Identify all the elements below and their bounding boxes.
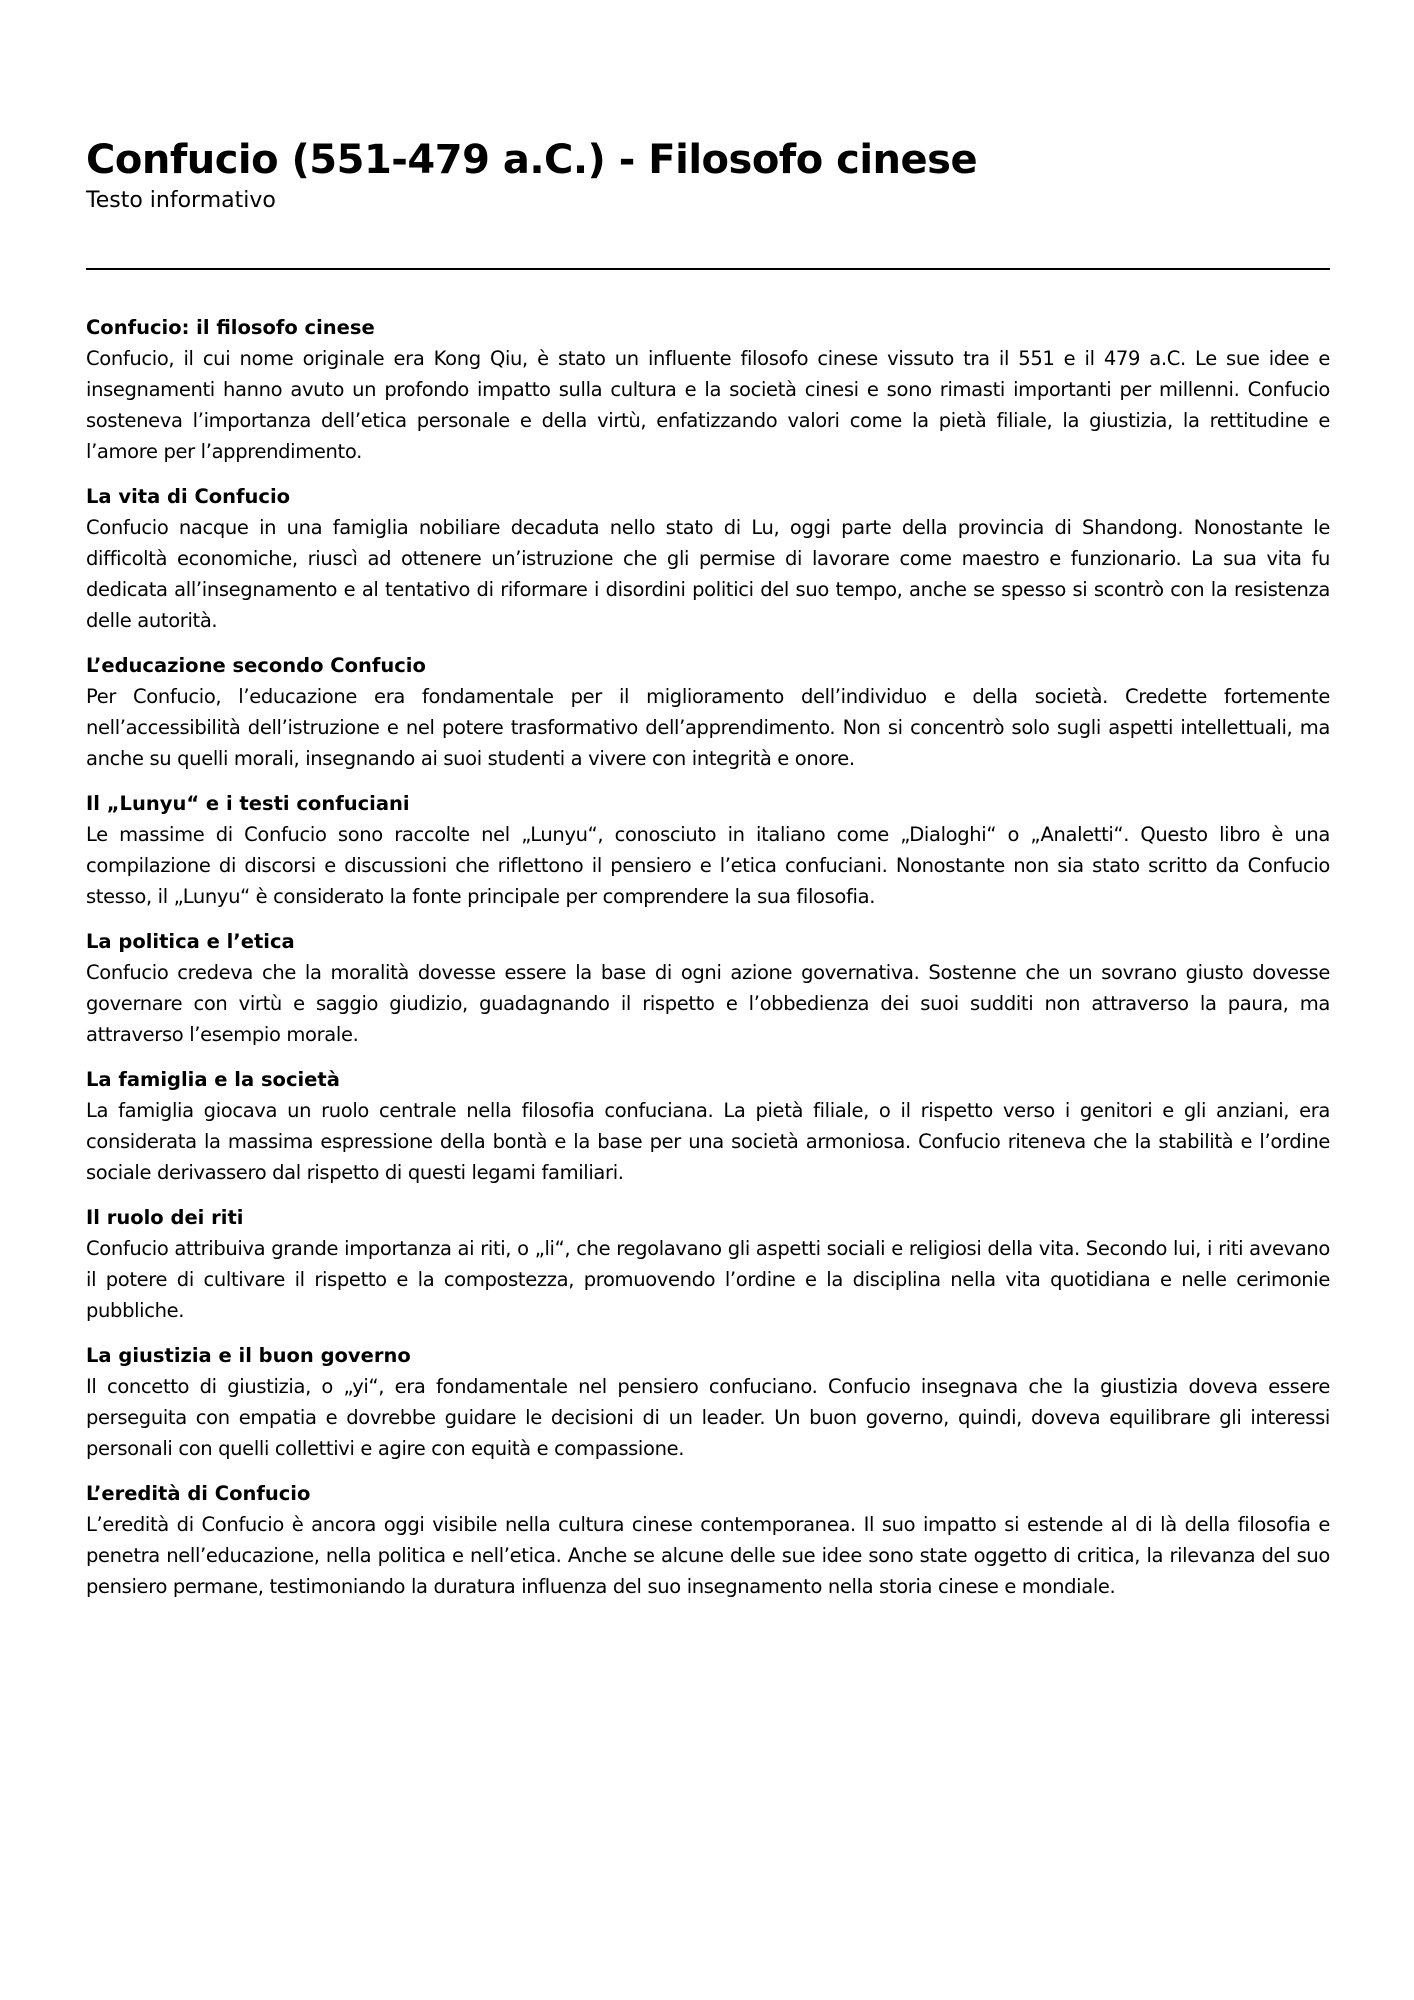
document-content <box>86 312 1330 1602</box>
section-heading: La famiglia e la società <box>86 1068 340 1091</box>
section-body: La famiglia giocava un ruolo centrale nella filosofia confuciana. La pietà filiale, o il rispetto verso i genitori e gli anziani, era considerata la massima espressione della bontà e la base per una società armoniosa. Confucio riteneva che la stabilità e l’ordine sociale derivassero dal rispetto di questi legami familiari. <box>86 1099 1330 1184</box>
section-body: Confucio, il cui nome originale era Kong Qiu, è stato un influente filosofo cinese vissuto tra il 551 e il 479 a.C. Le sue idee e insegnamenti hanno avuto un profondo impatto sulla cultura e la società cinesi e sono rimasti importanti per millenni. Confucio sosteneva l’importanza dell’etica personale e della virtù, enfatizzando valori come la pietà filiale, la giustizia, la rettitudine e l’amore per l’apprendimento. <box>86 347 1330 463</box>
section-body: Per Confucio, l’educazione era fondamentale per il miglioramento dell’individuo e della società. Credette fortemente nell’accessibilità dell’istruzione e nel potere trasformativo dell’apprendimento. Non si concentrò solo sugli aspetti intellettuali, ma anche su quelli morali, insegnando ai suoi studenti a vivere con integrità e onore. <box>86 685 1330 770</box>
section-giustizia-governo <box>86 1340 1330 1464</box>
section-educazione <box>86 650 1330 774</box>
section-vita <box>86 481 1330 636</box>
section-body: Confucio nacque in una famiglia nobiliare decaduta nello stato di Lu, oggi parte della provincia di Shandong. Nonostante le difficoltà economiche, riuscì ad ottenere un’istruzione che gli permise di lavorare come maestro e funzionario. La sua vita fu dedicata all’insegnamento e al tentativo di riformare i disordini politici del suo tempo, anche se spesso si scontrò con la resistenza delle autorità. <box>86 516 1330 632</box>
document-subtitle: Testo informativo <box>86 188 276 213</box>
section-body: L’eredità di Confucio è ancora oggi visibile nella cultura cinese contemporanea. Il suo impatto si estende al di là della filosofia e penetra nell’educazione, nella politica e nell’etica. Anche se alcune delle sue idee sono state oggetto di critica, la rilevanza del suo pensiero permane, testimoniando la duratura influenza del suo insegnamento nella storia cinese e mondiale. <box>86 1513 1330 1598</box>
section-lunyu <box>86 788 1330 912</box>
section-heading: L’eredità di Confucio <box>86 1482 311 1505</box>
header-divider <box>86 268 1330 270</box>
section-body: Confucio attribuiva grande importanza ai riti, o „li“, che regolavano gli aspetti sociali e religiosi della vita. Secondo lui, i riti avevano il potere di cultivare il rispetto e la compostezza, promuovendo l’ordine e la disciplina nella vita quotidiana e nelle cerimonie pubbliche. <box>86 1237 1330 1322</box>
section-heading: L’educazione secondo Confucio <box>86 654 426 677</box>
section-eredita <box>86 1478 1330 1602</box>
section-politica-etica <box>86 926 1330 1050</box>
section-heading: La politica e l’etica <box>86 930 295 953</box>
section-famiglia-societa <box>86 1064 1330 1188</box>
section-riti <box>86 1202 1330 1326</box>
document-page <box>86 134 1330 1616</box>
section-body: Confucio credeva che la moralità dovesse essere la base di ogni azione governativa. Sostenne che un sovrano giusto dovesse governare con virtù e saggio giudizio, guadagnando il rispetto e l’obbedienza dei suoi sudditi non attraverso la paura, ma attraverso l’esempio morale. <box>86 961 1330 1046</box>
section-heading: Confucio: il filosofo cinese <box>86 316 375 339</box>
section-confucio-filosofo <box>86 312 1330 467</box>
section-heading: La vita di Confucio <box>86 485 291 508</box>
section-heading: La giustizia e il buon governo <box>86 1344 411 1367</box>
section-heading: Il „Lunyu“ e i testi confuciani <box>86 792 410 815</box>
document-title: Confucio (551-479 a.C.) - Filosofo cinese <box>86 137 978 183</box>
section-heading: Il ruolo dei riti <box>86 1206 244 1229</box>
section-body: Le massime di Confucio sono raccolte nel „Lunyu“, conosciuto in italiano come „Dialoghi“ o „Analetti“. Questo libro è una compilazione di discorsi e discussioni che riflettono il pensiero e l’etica confuciani. Nonostante non sia stato scritto da Confucio stesso, il „Lunyu“ è considerato la fonte principale per comprendere la sua filosofia. <box>86 823 1330 908</box>
section-body: Il concetto di giustizia, o „yi“, era fondamentale nel pensiero confuciano. Confucio insegnava che la giustizia doveva essere perseguita con empatia e dovrebbe guidare le decisioni di un leader. Un buon governo, quindi, doveva equilibrare gli interessi personali con quelli collettivi e agire con equità e compassione. <box>86 1375 1330 1460</box>
